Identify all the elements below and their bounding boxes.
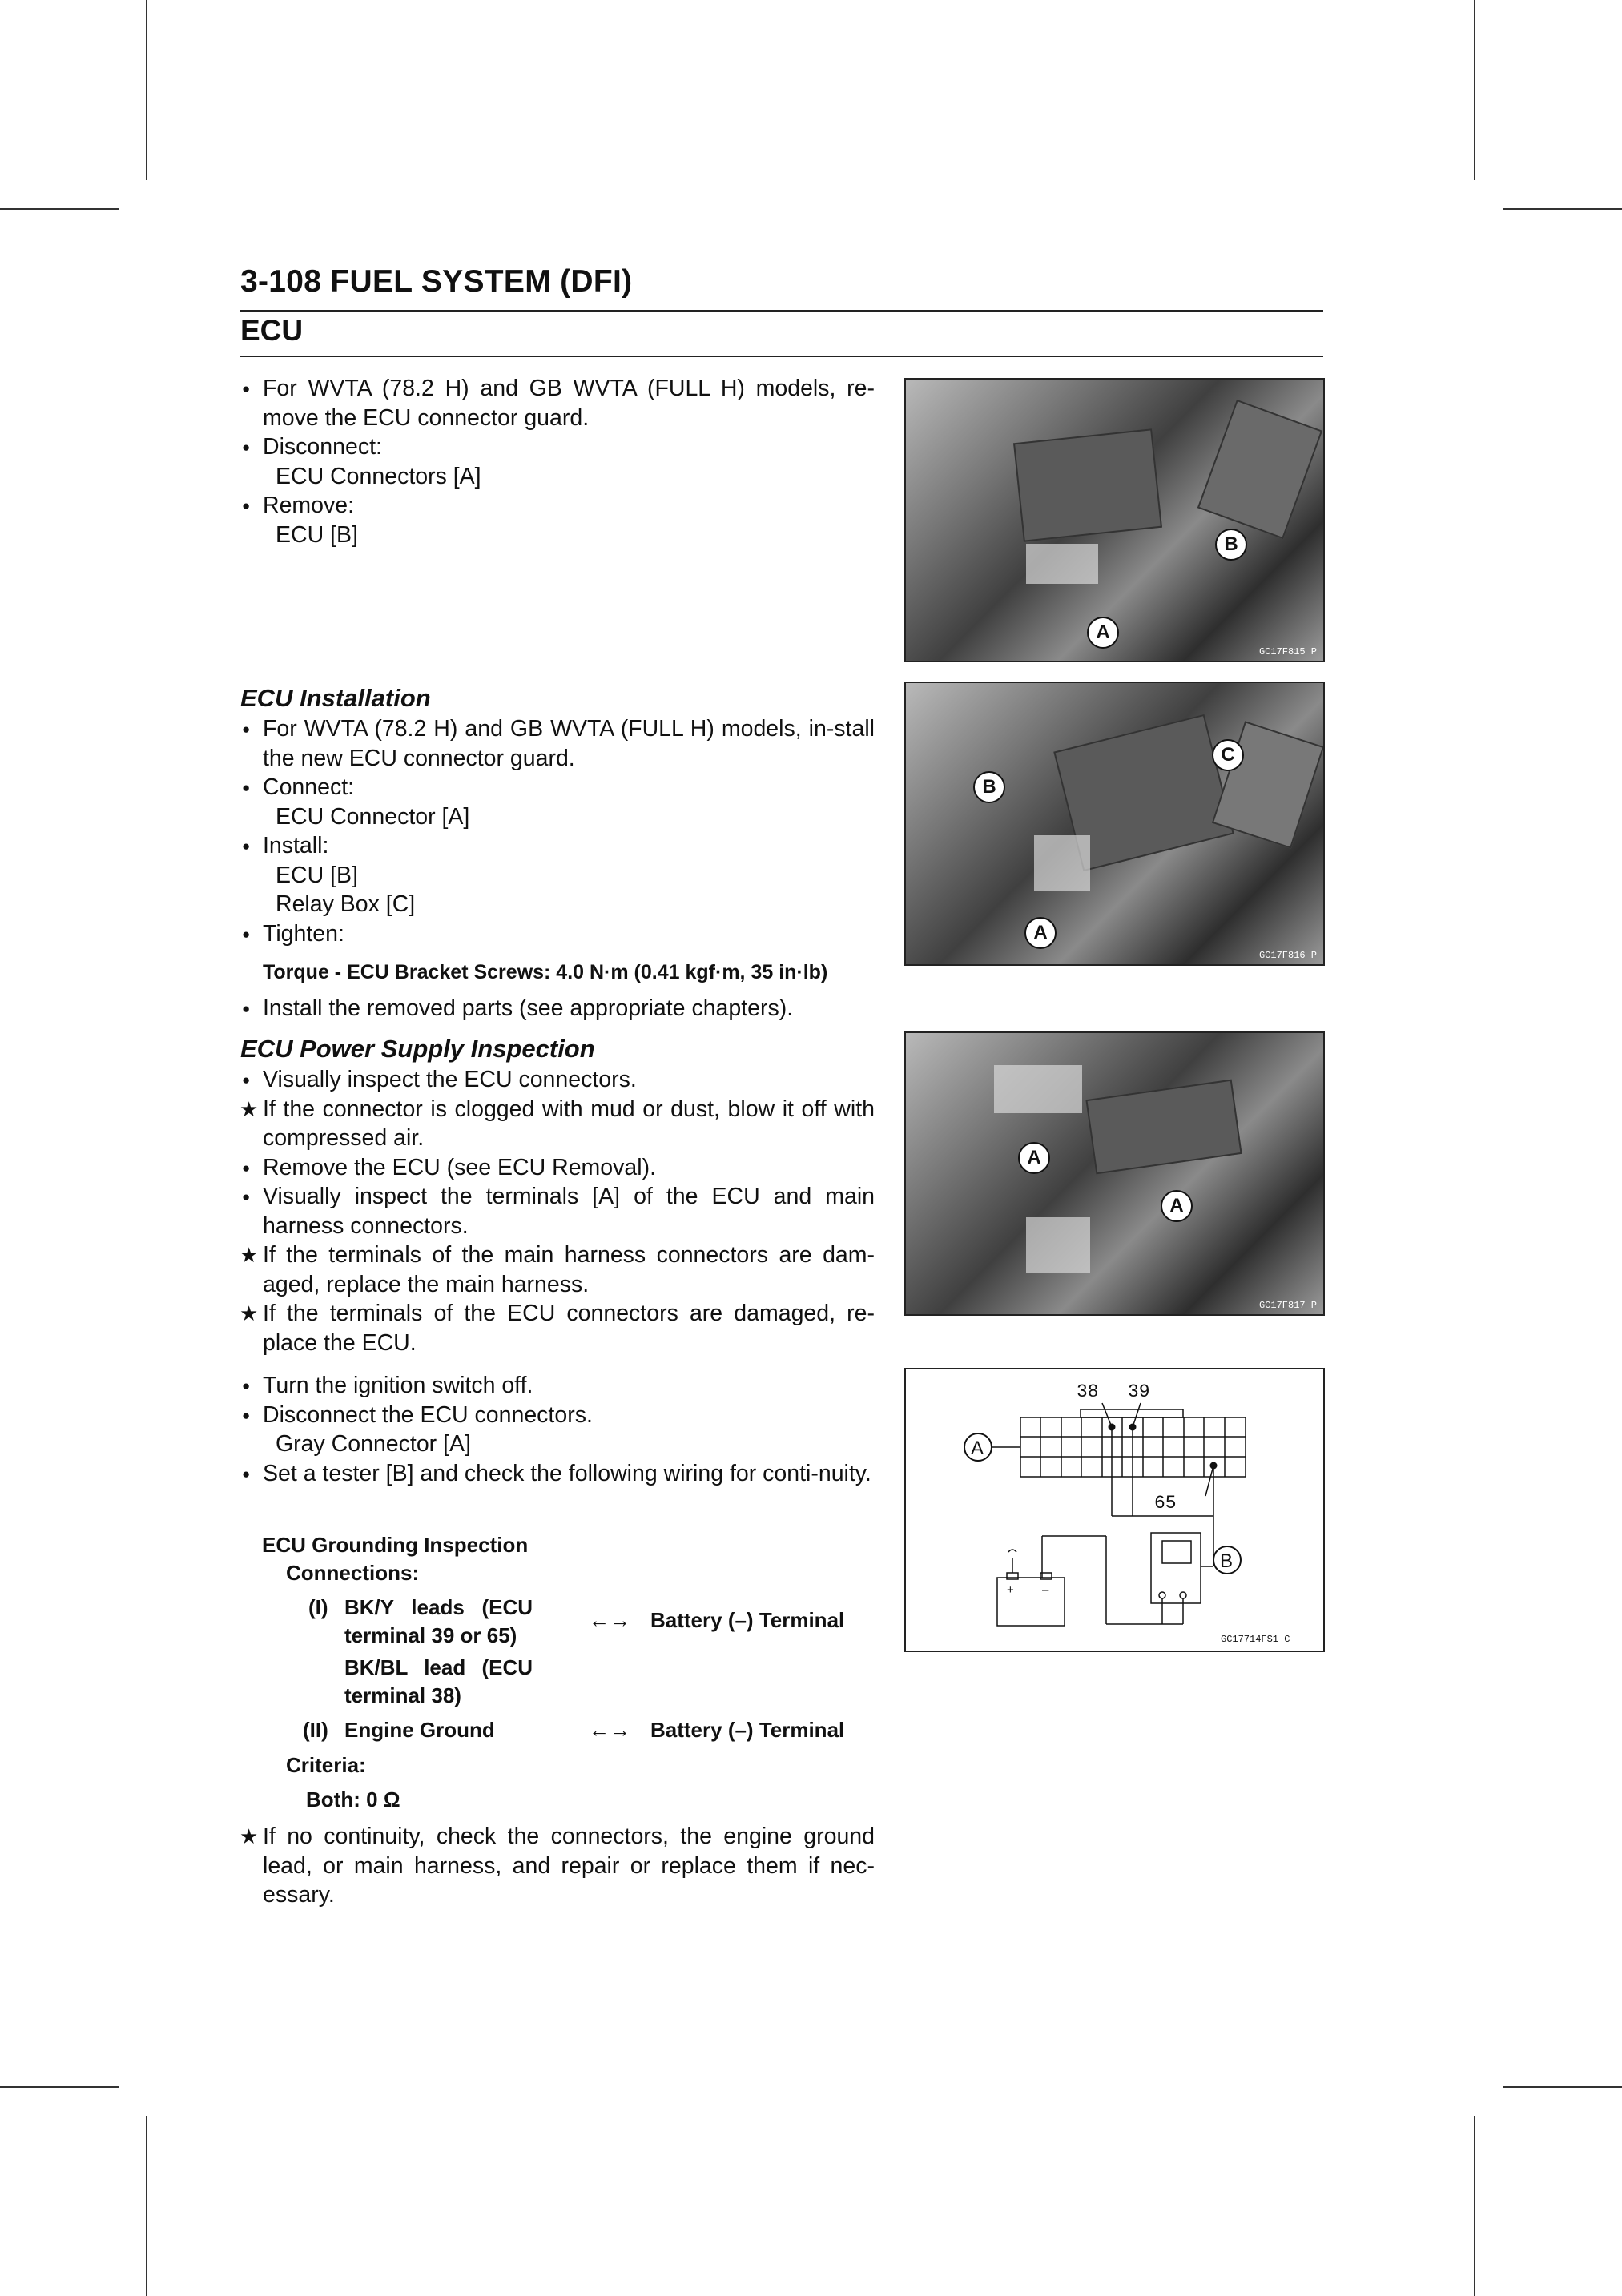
list-item: ● Disconnect: [240,432,875,462]
list-subitem: ECU [B] [276,862,358,888]
criteria-label: Criteria: [286,1753,366,1777]
grounding-section [240,1371,875,1488]
callout-b: B [1220,1550,1234,1572]
list-item: ● Remove the ECU (see ECU Removal). [240,1153,875,1183]
row2-number: (II) [303,1718,328,1742]
page-title: 3-108 FUEL SYSTEM (DFI) [240,264,633,299]
section-title: ECU [240,314,304,347]
row2-terminal: Battery (–) Terminal [650,1718,845,1742]
pin-label-65: 65 [1154,1493,1177,1514]
ecu-terminals-photo [904,1031,1325,1316]
power-supply-heading: ECU Power Supply Inspection [240,1035,595,1063]
list-item: ● Remove: [240,491,875,521]
figure-code: GC17714FS1 C [1221,1634,1290,1645]
list-subitem: ECU Connector [A] [276,803,470,830]
installation-section [240,682,875,1023]
list-item: ● Set a tester [B] and check the following wiring for conti-nuity. [240,1459,875,1489]
figure-code: GC17F817 P [1258,1300,1317,1311]
battery-minus: – [1042,1583,1049,1597]
condition-item: ★ If the terminals of the main harness connectors are dam-aged, replace the main harness. [240,1240,875,1299]
torque-spec: Torque - ECU Bracket Screws: 4.0 N·m (0.41 kgf·m, 35 in·lb) [263,961,828,983]
power-supply-section [240,1033,875,1357]
list-item: ● Visually inspect the terminals [A] of the ECU and main harness connectors. [240,1182,875,1240]
list-item: ● Disconnect the ECU connectors. [240,1401,875,1430]
row1-terminal: Battery (–) Terminal [650,1608,845,1632]
callout-a: A [1087,617,1119,649]
condition-item: ★ If the terminals of the ECU connectors are damaged, re-place the ECU. [240,1299,875,1357]
battery-plus: + [1007,1583,1014,1597]
callout-a: A [1161,1190,1193,1222]
list-item: ● Turn the ignition switch off. [240,1371,875,1401]
row1-lead-b: BK/BL lead (ECU terminal 38) [344,1655,533,1707]
grounding-title: ECU Grounding Inspection [262,1533,529,1557]
list-item: ● Connect: [240,773,875,802]
list-subitem: ECU [B] [276,521,358,548]
removal-steps [240,374,875,549]
row1-lead-a: BK/Y leads (ECU terminal 39 or 65) [344,1595,533,1647]
crop-mark [0,2086,119,2088]
list-subitem: Relay Box [C] [276,891,416,917]
list-item: ● For WVTA (78.2 H) and GB WVTA (FULL H) models, in-stall the new ECU connector guard. [240,714,875,773]
list-subitem: ECU Connectors [A] [276,463,481,489]
callout-a: A [1018,1142,1050,1174]
list-item: ● Visually inspect the ECU connectors. [240,1065,875,1095]
header-rule [240,310,1323,312]
condition-item: ★ If the connector is clogged with mud or dust, blow it off with compressed air. [240,1095,875,1153]
callout-b: B [973,771,1005,803]
callout-a: A [1024,917,1057,949]
crop-mark [1474,2116,1475,2296]
crop-mark [146,0,147,180]
list-subitem: Gray Connector [A] [276,1431,471,1457]
list-item: ● Install: [240,831,875,861]
figure-code: GC17F815 P [1258,646,1317,657]
row1-number: (I) [308,1595,328,1619]
callout-b: B [1215,529,1247,561]
callout-c: C [1212,739,1244,771]
connections-label: Connections: [286,1561,420,1585]
grounding-result [240,1822,875,1910]
criteria-value: Both: 0 Ω [306,1787,400,1811]
list-item: ● For WVTA (78.2 H) and GB WVTA (FULL H) models, re-move the ECU connector guard. [240,374,875,432]
condition-item: ★ If no continuity, check the connectors, the engine ground lead, or main harness, and repair or replace them if nec-essary. [240,1822,875,1910]
crop-mark [1503,2086,1622,2088]
crop-mark [146,2116,147,2296]
row1-arrow: ←→ [589,1608,630,1632]
row2-arrow: ←→ [589,1718,630,1742]
list-item: ● Install the removed parts (see appropriate chapters). [240,994,875,1023]
row2-lead: Engine Ground [344,1718,495,1742]
installation-heading: ECU Installation [240,684,431,712]
ecu-removal-photo [904,378,1325,662]
crop-mark [0,208,119,210]
list-item: ● Tighten: [240,919,875,949]
pin-label-39: 39 [1128,1381,1150,1402]
wiring-diagram-svg [906,1369,1323,1651]
crop-mark [1474,0,1475,180]
grounding-wiring-diagram [904,1368,1325,1652]
ecu-installation-photo [904,682,1325,966]
pin-label-38: 38 [1077,1381,1099,1402]
callout-a: A [971,1438,984,1459]
figure-code: GC17F816 P [1258,950,1317,961]
crop-mark [1503,208,1622,210]
section-rule [240,356,1323,357]
